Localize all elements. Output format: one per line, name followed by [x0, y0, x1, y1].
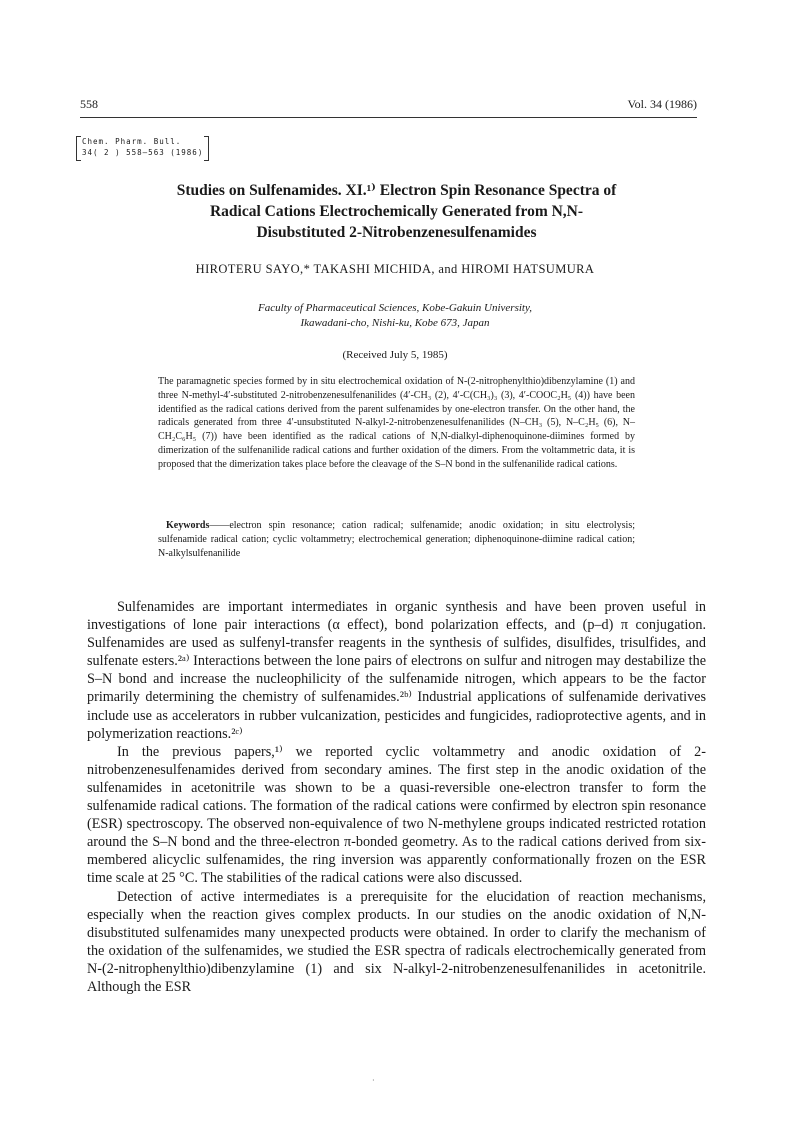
right-bracket [204, 136, 209, 161]
author-list: HIROTERU SAYO,* TAKASHI MICHIDA, and HIROMI HATSUMURA [195, 262, 595, 276]
title-line-1: Studies on Sulfenamides. XI.¹⁾ Electron Spin Resonance Spectra of [176, 182, 617, 199]
keywords-label: Keywords [166, 520, 210, 531]
title-line-2: Radical Cations Electrochemically Generated from N,N- [209, 203, 584, 220]
abstract: The paramagnetic species formed by in situ electrochemical oxidation of N-(2-nitrophenylthio)dibenzylamine (1) and three N-methyl-4′-substituted 2-nitrobenzenesulfenanilides (4′-CH₃ (2), 4′-C(CH₃)₃ (3), 4′-COOC₂H₅ (4)) have been identified as the radical cations derived from the parent sulfenamides by one-electron transfer. On the other hand, the radicals generated from three 4′-unsubstituted N-alkyl-2-nitrobenzenesulfenanilides (N–CH₃ (5), N–C₂H₅ (6), N–CH₂C₆H₅ (7)) have been identified as the radical cations of N,N-dialkyl-diphenoquinone-diimines formed by dimerization of the sulfenanilide radical cations and further oxidation of the dimers. From the voltammetric data, it is proposed that the dimerization takes place before the cleavage of the S–N bond in the sulfenanilide radical cations. [158, 376, 635, 470]
paper-title [110, 180, 683, 243]
body-text [87, 598, 706, 996]
paragraph-2: In the previous papers,¹⁾ we reported cyclic voltammetry and anodic oxidation of 2-nitrobenzenesulfenamides derived from secondary amines. The first step in the anodic oxidation of the sulfenamides in acetonitrile was shown to be a quasi-reversible one-electron transfer to form the sulfenamide radical cations. The formation of the radical cations were confirmed by electron spin resonance (ESR) spectroscopy. The observed non-equivalence of two N-methylene groups indicated restricted rotation around the S–N bond and the three-electron π-bonded geometry. As to the radical cations derived from six-membered alicyclic sulfenamides, the ring inversion was apparently conformationally frozen on the ESR time scale at 25 °C. The stabilities of the radical cations were also discussed. [87, 743, 706, 887]
paragraph-1: Sulfenamides are important intermediates in organic synthesis and have been proven useful in investigations of lone pair interactions (α effect), bond polarization effects, and (p–d) π conjugation. Sulfenamides are used as sulfenyl-transfer reagents in the synthesis of sulfides, disulfides, trisulfides, and sulfenate esters.²ᵃ⁾ Interactions between the lone pairs of electrons on sulfur and nitrogen may destabilize the S–N bond and increase the nucleophilicity of the sulfenamide nitrogen, which appears to be the factor primarily determining the chemistry of sulfenamides.²ᵇ⁾ Industrial applications of sulfenamide derivatives include use as accelerators in rubber vulcanization, pesticides and fungicides, radioprotective agents, and in polymerization reactions.²ᶜ⁾ [87, 599, 706, 742]
page-number: 558 [80, 97, 98, 111]
keywords-text: ——electron spin resonance; cation radical; sulfenamide; anodic oxidation; in situ electrolysis; sulfenamide radical cation; cyclic voltammetry; electrochemical generation; diphenoquinone-diimine radical cation; N-alkylsulfenanilide [158, 520, 635, 559]
citation-volume: 34( 2 ) 558—563 (1986) [82, 148, 204, 157]
paragraph-3: Detection of active intermediates is a prerequisite for the elucidation of reaction mechanisms, especially when the reaction gives complex products. In our studies on the anodic oxidation of N,N-disubstituted sulfenamides many unexpected products were obtained. In order to clarify the mechanism of the oxidation of the sulfenamides, we studied the ESR spectra of radicals electrochemically generated from N-(2-nitrophenylthio)dibenzylamine (1) and six N-alkyl-2-nitrobenzenesulfenanilides in acetonitrile. Although the ESR [87, 888, 706, 995]
affiliation-line-2: Ikawadani-cho, Nishi-ku, Kobe 673, Japan [300, 317, 490, 329]
footer-mark: · [372, 1076, 375, 1085]
keywords [158, 519, 635, 560]
affiliation-line-1: Faculty of Pharmaceutical Sciences, Kobe-Gakuin University, [257, 302, 532, 314]
header-rule [80, 117, 697, 118]
received-date: (Received July 5, 1985) [342, 349, 448, 361]
affiliation [80, 301, 710, 331]
citation-journal: Chem. Pharm. Bull. [82, 137, 182, 146]
volume-label: Vol. 34 (1986) [627, 97, 697, 111]
citation-box [80, 136, 203, 158]
title-line-3: Disubstituted 2-Nitrobenzenesulfenamides [256, 224, 537, 241]
left-bracket [76, 136, 81, 161]
